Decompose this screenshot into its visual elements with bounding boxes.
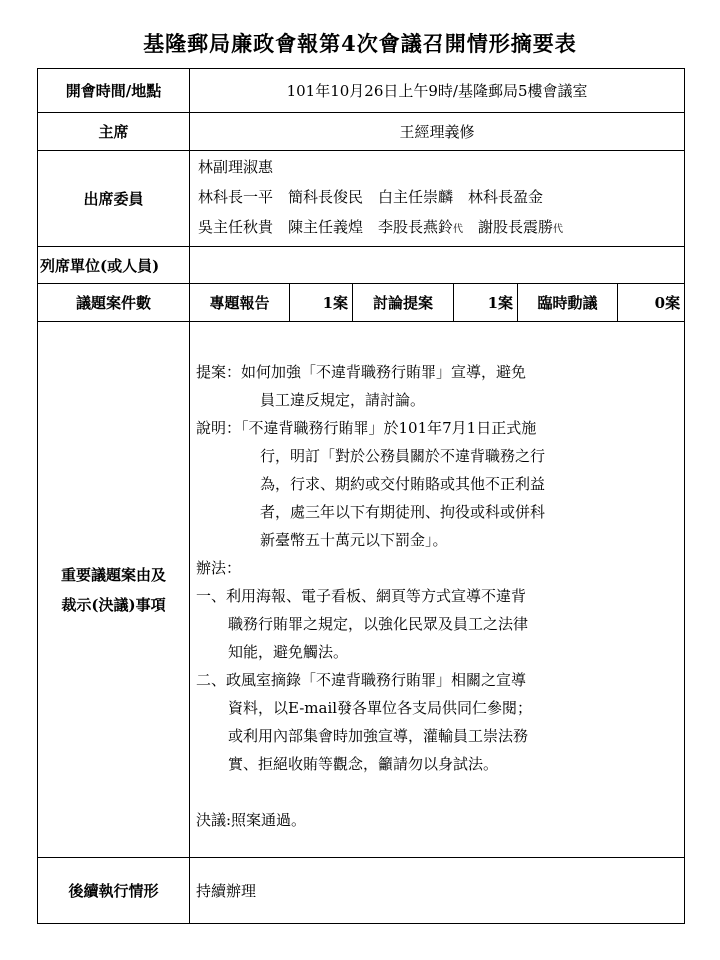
attendees-label: 出席委員 [38, 151, 190, 247]
detail-label [38, 322, 190, 858]
observers-label: 列席單位(或人員) [38, 247, 190, 284]
special-report-label: 專題報告 [190, 284, 290, 322]
attendees-line-2: 林科長一平 簡科長俊民 白主任崇麟 林科長盈金 [198, 188, 544, 206]
discussion-count: 1案 [454, 284, 518, 322]
attendees-line-3 [198, 212, 684, 245]
document-title: 基隆郵局廉政會報第4次會議召開情形摘要表 [143, 31, 577, 56]
followup-row [38, 858, 685, 924]
proposal-line: 員工違反規定，請討論。 [260, 391, 426, 409]
observers-row [38, 247, 685, 284]
method-title: 辦法： [196, 559, 242, 577]
method-line: 一、利用海報、電子看板、網頁等方式宣導不違背 [196, 587, 527, 605]
items-label: 議題案件數 [38, 284, 190, 322]
detail-row [38, 322, 685, 858]
discussion-label: 討論提案 [353, 284, 454, 322]
method-line: 二、政風室摘錄「不違背職務行賄罪」相關之宣導 [196, 671, 527, 689]
method-line: 實、拒絕收賄等觀念，籲請勿以身試法。 [228, 755, 499, 773]
explanation-line: 行，明訂「對於公務員關於不違背職務之行 [260, 447, 546, 465]
meeting-label: 開會時間/地點 [38, 69, 190, 113]
detail-label-line-2: 裁示(決議)事項 [61, 595, 166, 614]
explanation-line: 為，行求、期約或交付賄賂或其他不正利益 [260, 475, 546, 493]
followup-label: 後續執行情形 [38, 858, 190, 924]
chair-label: 主席 [38, 113, 190, 151]
deputy-mark: 代 [553, 224, 564, 235]
meeting-value: 101年10月26日上午9時/基隆郵局5樓會議室 [190, 69, 685, 113]
attendees-line-3-mid: 謝股長震勝 [463, 218, 554, 236]
items-row [38, 284, 685, 322]
method-line: 職務行賄罪之規定，以強化民眾及員工之法律 [228, 615, 529, 633]
followup-value: 持續辦理 [190, 858, 685, 924]
explanation-line: 者，處三年以下有期徒刑、拘役或科或併科 [260, 503, 546, 521]
attendees-line-1: 林副理淑惠 [198, 158, 274, 176]
summary-table [37, 68, 685, 924]
deputy-mark: 代 [453, 224, 464, 235]
chair-value: 王經理義修 [190, 113, 685, 151]
detail-label-line-1: 重要議題案由及 [60, 565, 166, 584]
explanation-line: 新臺幣五十萬元以下罰金」。 [260, 531, 448, 549]
resolution-line: 決議:照案通過。 [196, 811, 307, 829]
chair-row [38, 113, 685, 151]
attendees-row [38, 151, 685, 247]
observers-value [190, 247, 685, 284]
detail-content [190, 322, 685, 858]
method-line: 資料，以E-mail發各單位各支局供同仁參閱； [228, 699, 533, 717]
explanation-line: 說明：「不違背職務行賄罪」於101年7月1日正式施 [196, 419, 537, 437]
special-report-count: 1案 [290, 284, 353, 322]
attendees-list [190, 151, 685, 247]
temporary-motion-label: 臨時動議 [518, 284, 618, 322]
spacer [196, 778, 678, 806]
attendees-line-3-main: 吳主任秋貴 陳主任義煌 李股長燕鈴 [198, 218, 454, 236]
proposal-line: 提案：如何加強「不違背職務行賄罪」宣導，避免 [196, 363, 527, 381]
method-line: 知能，避免觸法。 [228, 643, 349, 661]
temporary-motion-count: 0案 [618, 284, 685, 322]
meeting-row [38, 69, 685, 113]
method-line: 或利用內部集會時加強宣導，灌輸員工崇法務 [228, 727, 529, 745]
